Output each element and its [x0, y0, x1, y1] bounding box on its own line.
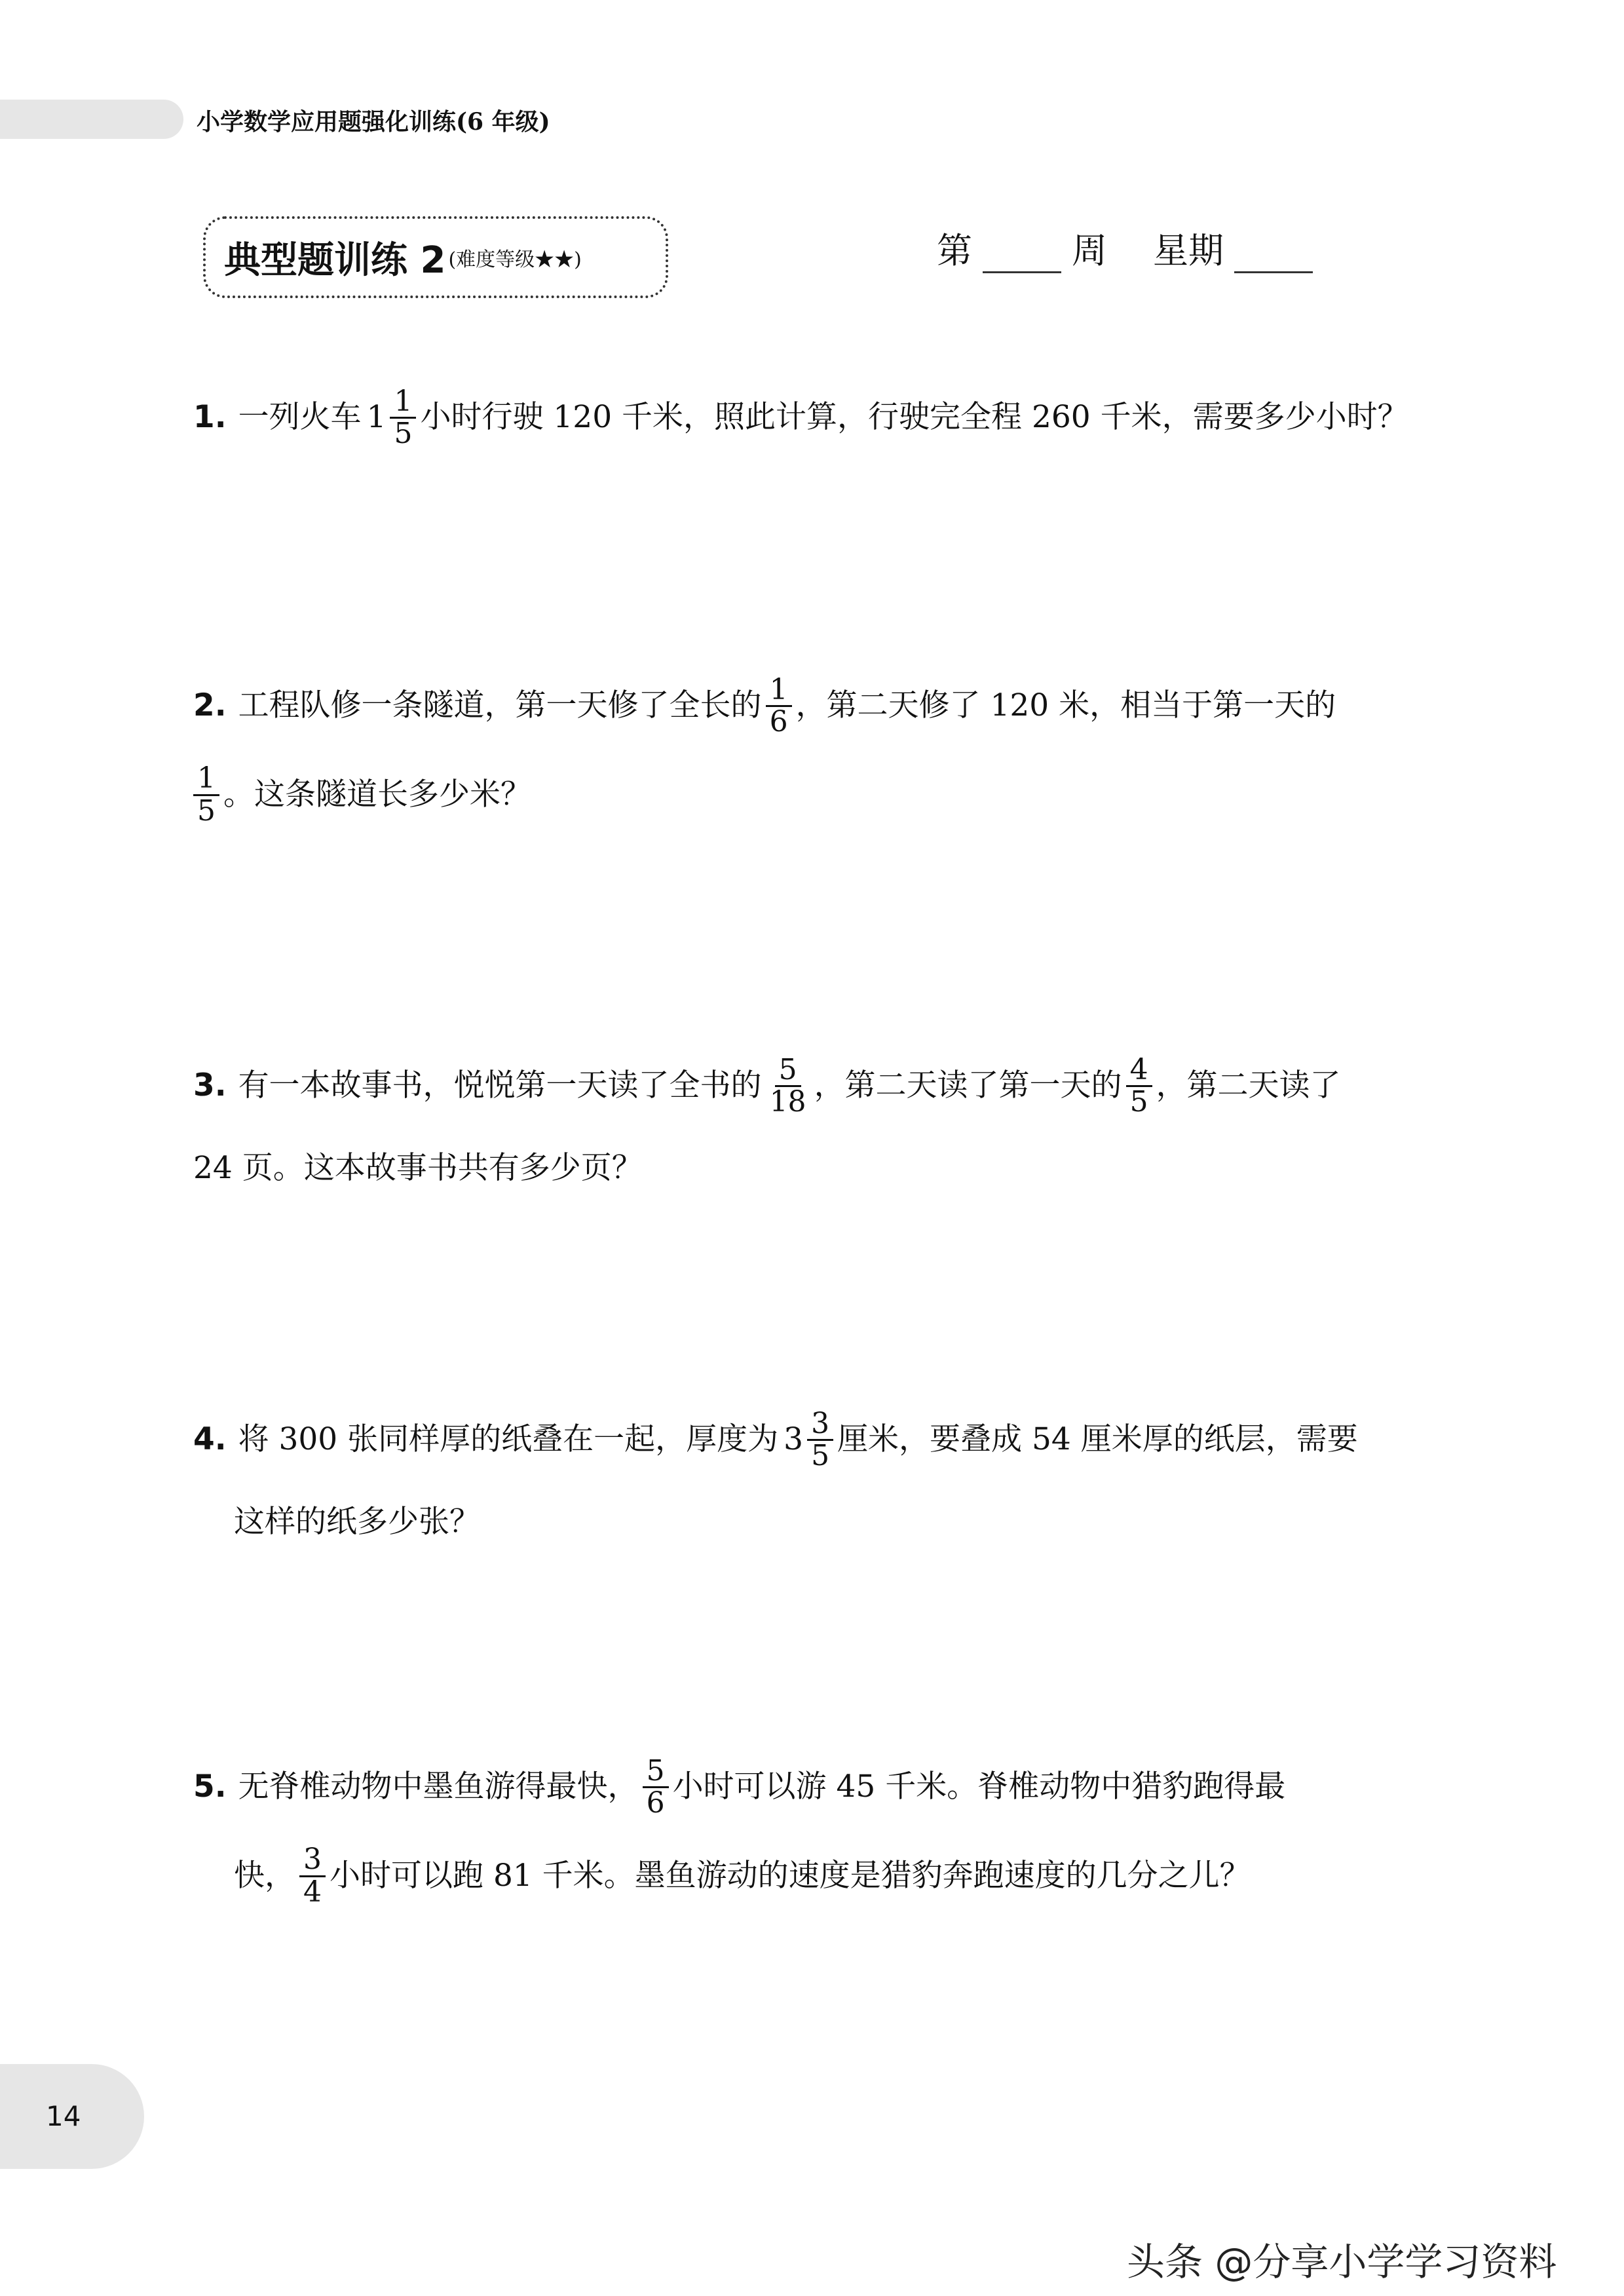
fraction: $\frac{1}{5}$ — [193, 763, 219, 826]
fraction: $\frac{5}{18}$ — [769, 1053, 806, 1119]
weekday-label: 星期 — [1153, 230, 1224, 271]
question-text: 有一本故事书，悦悦第一天读了全书的 — [238, 1067, 762, 1104]
difficulty-label: (难度等级★★) — [448, 248, 582, 271]
question-number: 3. — [193, 1067, 227, 1104]
question-number: 2. — [193, 687, 227, 724]
question-text: 厘米，要叠成 54 厘米厚的纸层，需要 — [837, 1421, 1358, 1458]
mixed-whole: 3 — [784, 1421, 804, 1458]
question-5 — [193, 1756, 1451, 1907]
question-text: 一列火车 — [238, 399, 362, 436]
page-number: 14 — [46, 2100, 81, 2132]
week-blank[interactable] — [983, 232, 1061, 273]
week-label: 周 — [1072, 230, 1107, 271]
section-badge — [203, 216, 668, 298]
question-text: 小时行驶 120 千米，照此计算，行驶完全程 260 千米，需要多少小时？ — [420, 399, 1408, 436]
question-text: 快， — [234, 1857, 295, 1894]
weekday-blank[interactable] — [1234, 232, 1313, 273]
book-title: 小学数学应用题强化训练(6 年级) — [197, 108, 550, 136]
fraction: $\frac{5}{6}$ — [643, 1756, 669, 1818]
question-text: 工程队修一条隧道，第一天修了全长的 — [238, 687, 762, 724]
question-number: 4. — [193, 1421, 227, 1458]
question-text: 24 页。这本故事书共有多少页？ — [193, 1150, 643, 1187]
question-3 — [193, 1055, 1451, 1187]
fraction: $\frac{3}{4}$ — [299, 1845, 326, 1907]
mixed-whole: 1 — [366, 399, 387, 436]
question-text: 这样的纸多少张？ — [234, 1504, 480, 1540]
question-text: ，第二天读了 — [1156, 1067, 1341, 1104]
question-number: 1. — [193, 399, 227, 436]
question-number: 5. — [193, 1769, 227, 1805]
question-text: 无脊椎动物中墨鱼游得最快， — [238, 1769, 639, 1805]
question-text: ，第二天读了第一天的 — [814, 1067, 1122, 1104]
week-prefix: 第 — [937, 230, 972, 271]
question-text: 小时可以游 45 千米。脊椎动物中猎豹跑得最 — [672, 1769, 1286, 1805]
question-text: 小时可以跑 81 千米。墨鱼游动的速度是猎豹奔跑速度的几分之儿？ — [330, 1857, 1251, 1894]
question-text: 。这条隧道长多少米？ — [223, 776, 531, 813]
fraction: $\frac{1}{5}$ — [390, 387, 416, 449]
question-4 — [193, 1409, 1451, 1541]
header-band — [0, 100, 183, 139]
question-text: ，第二天修了 120 米，相当于第一天的 — [795, 687, 1336, 724]
fraction: $\frac{1}{6}$ — [766, 675, 792, 737]
section-title: 典型题训练 2 — [224, 239, 446, 282]
week-day-fill — [937, 223, 1323, 273]
question-1 — [193, 387, 1451, 449]
fraction: $\frac{4}{5}$ — [1126, 1055, 1152, 1117]
fraction: $\frac{3}{5}$ — [807, 1409, 833, 1471]
question-text: 将 300 张同样厚的纸叠在一起，厚度为 — [238, 1421, 779, 1458]
watermark: 头条 @分享小学学习资料 — [1127, 2240, 1557, 2284]
question-2 — [193, 675, 1451, 826]
